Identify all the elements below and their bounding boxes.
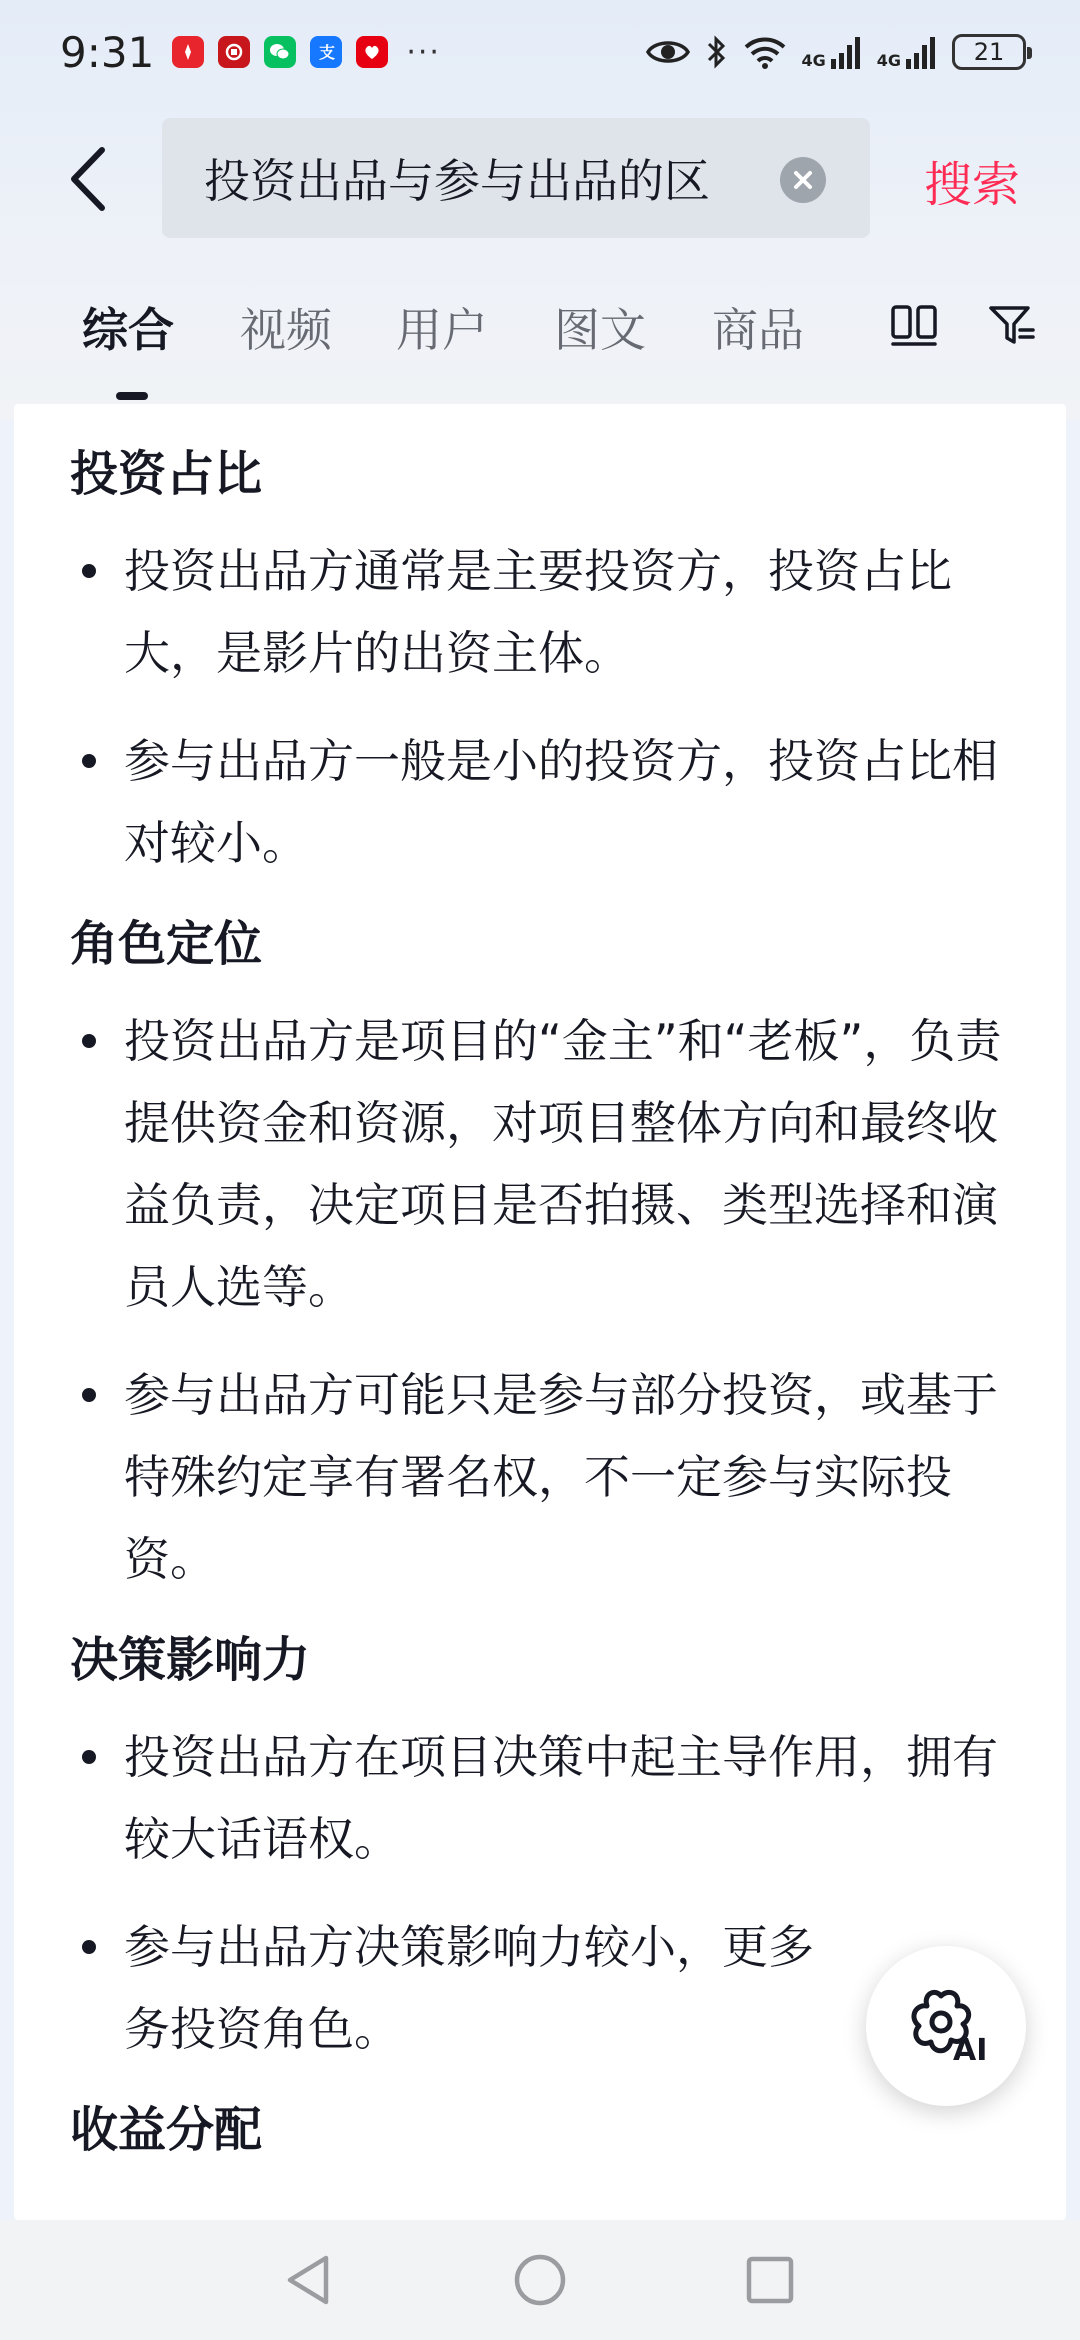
ai-assistant-button[interactable] xyxy=(866,1946,1026,2106)
layout-toggle-icon[interactable] xyxy=(890,304,938,348)
list-item: 参与出品方一般是小的投资方，投资占比相对较小。 xyxy=(70,720,1010,884)
huawei-app-icon xyxy=(172,36,204,68)
list-item: 投资出品方通常是主要投资方，投资占比大，是影片的出资主体。 xyxy=(70,530,1010,694)
ai-flower-icon xyxy=(901,1986,991,2066)
back-arrow-icon xyxy=(68,146,108,212)
signal-icon-2 xyxy=(877,35,938,69)
network-type-2: 4G xyxy=(876,51,901,70)
tab-products[interactable]: 商品 xyxy=(712,303,804,357)
section-profit-distribution xyxy=(70,2096,1010,2164)
list-item-text-tail: 务投资角色。 xyxy=(124,2002,400,2056)
nav-back-icon[interactable] xyxy=(280,2250,340,2310)
section-heading: 收益分配 xyxy=(70,2102,263,2158)
alipay-icon xyxy=(310,36,342,68)
filter-icon[interactable] xyxy=(988,304,1036,348)
bluetooth-icon xyxy=(705,34,729,70)
section-role xyxy=(70,910,1010,1600)
search-tabs xyxy=(0,284,1080,404)
list-item: 投资出品方在项目决策中起主导作用，拥有较大话语权。 xyxy=(70,1716,1010,1880)
eye-icon xyxy=(645,37,691,67)
tab-users[interactable]: 用户 xyxy=(396,303,488,357)
tab-image-text[interactable]: 图文 xyxy=(554,303,646,357)
signal-icon xyxy=(801,35,862,69)
tab-video[interactable]: 视频 xyxy=(240,303,332,357)
svg-text:AI: AI xyxy=(953,2033,988,2066)
clear-search-button[interactable] xyxy=(780,157,826,203)
section-heading: 角色定位 xyxy=(70,916,263,972)
list-item: 投资出品方是项目的“金主”和“老板”，负责提供资金和资源，对项目整体方向和最终收益负责，决定项目是否拍摄、类型选择和演员人选等。 xyxy=(70,1000,1010,1328)
system-navigation-bar xyxy=(0,2220,1080,2340)
network-type-1: 4G xyxy=(801,51,826,70)
battery-icon xyxy=(952,34,1026,70)
active-tab-indicator xyxy=(116,392,148,400)
section-heading: 投资占比 xyxy=(70,446,263,502)
more-notifications-icon: ··· xyxy=(406,34,441,70)
section-heading: 决策影响力 xyxy=(70,1632,311,1688)
app-icon xyxy=(356,36,388,68)
nav-home-icon[interactable] xyxy=(510,2250,570,2310)
section-investment-ratio xyxy=(70,440,1010,884)
battery-level: 21 xyxy=(973,38,1005,66)
bank-app-icon xyxy=(218,36,250,68)
nav-recents-icon[interactable] xyxy=(740,2250,800,2310)
wifi-icon xyxy=(743,35,787,69)
search-button[interactable]: 搜索 xyxy=(924,157,1021,213)
search-input[interactable] xyxy=(162,118,870,238)
ai-answer-card xyxy=(14,404,1066,2220)
list-item: 参与出品方可能只是参与部分投资，或基于特殊约定享有署名权，不一定参与实际投资。 xyxy=(70,1354,1010,1600)
wechat-icon xyxy=(264,36,296,68)
list-item-text: 参与出品方决策影响力较小，更多 xyxy=(124,1920,814,1974)
svg-text:支: 支 xyxy=(319,43,336,62)
close-icon xyxy=(792,169,814,191)
back-button[interactable] xyxy=(58,144,118,214)
tab-comprehensive[interactable]: 综合 xyxy=(82,303,174,357)
search-query[interactable]: 投资出品与参与出品的区 xyxy=(204,154,710,208)
status-time: 9:31 xyxy=(60,27,155,77)
status-bar xyxy=(0,0,1080,104)
search-header xyxy=(0,116,1080,240)
